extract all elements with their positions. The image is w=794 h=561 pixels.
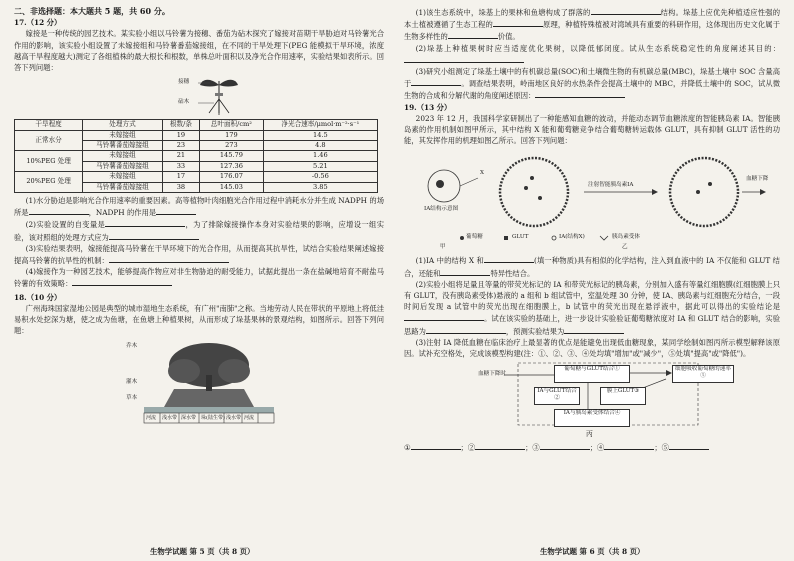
answer-blank[interactable] [156, 206, 196, 215]
zone-label: 河流 [146, 414, 157, 421]
table-cell: 3.85 [263, 182, 377, 192]
rootstock-label: 砧木 [178, 99, 190, 106]
answer-blank[interactable] [564, 325, 624, 334]
q17-sub1: (1)水分胁迫是影响光合作用速率的重要因素。高等植物叶肉细胞光合作用过程中消耗水分并生成 NADPH 的场所是 ，NADPH 的作用是 [14, 196, 384, 218]
table-cell: 21 [162, 151, 199, 161]
table-cell: 马铃薯番茄嫁接组 [83, 141, 163, 151]
table-cell: 176.07 [200, 172, 264, 182]
q19-number: 19.（13 分） [404, 102, 452, 112]
blood-glucose-label: 血糖下降 [746, 176, 769, 183]
answer-blank[interactable] [440, 267, 490, 276]
answer-blank[interactable] [540, 441, 590, 450]
table-cell: 1.46 [263, 151, 377, 161]
table-header: 总叶面积/cm² [200, 120, 264, 130]
left-footer: 生物学试题 第 5 页（共 8 页） [150, 547, 255, 556]
ia-mechanism-figure [404, 148, 780, 252]
zone-label: 河流 [244, 414, 255, 421]
answer-blank[interactable] [669, 441, 709, 450]
shrub-label: 灌木 [126, 378, 138, 385]
table-cell: 179 [200, 130, 264, 140]
table-header: 干旱程度 [15, 120, 83, 130]
zone-label: 垛(陆生带) [201, 414, 225, 421]
answer-blank[interactable] [411, 441, 461, 450]
q17-sub3: (3)实验结果表明，嫁接能提高马铃薯在干旱环境下的光合作用，从而提高其抗旱性，试结合实验结果阐述嫁接提高马铃薯的抗旱性的机制： [14, 243, 384, 266]
herb-label: 草本 [126, 394, 138, 401]
answer-blank[interactable] [29, 206, 89, 215]
legend-item: IA(结构X) [559, 234, 585, 241]
table-cell: -0.56 [263, 172, 377, 182]
q18-sub3: (3)研究小组测定了垛基土壤中的有机碳总量(SOC)和土壤微生物的有机碳总量(MBC)，垛基土壤中 SOC 含量高于 。调查结果表明，岭南地区良好的水热条件会提高土壤中的 MBC，并降低土壤中的 SOC，试从微生物的合成和分解代谢的角度阐述原因： [404, 67, 780, 101]
table-cell: 145.03 [200, 182, 264, 192]
graft-plant-drawing [14, 73, 384, 117]
table-cell: 正常水分 [15, 130, 83, 151]
left-page [14, 6, 384, 431]
table-cell: 未嫁接组 [83, 130, 163, 140]
model-right-node: 细胞吸收葡萄糖的速率⑤ [672, 365, 734, 383]
graft-figure [14, 73, 384, 117]
table-cell: 19 [162, 130, 199, 140]
table-cell: 马铃薯番茄嫁接组 [83, 161, 163, 171]
table-cell: 5.21 [263, 161, 377, 171]
ia-struct-label: IA结构示意图 [424, 206, 459, 213]
zone-label: 浅水带 [226, 414, 242, 421]
q18-sub1: (1)该生态系统中，垛基上的果林和鱼塘构成了群落的 结构。垛基上应优先种植适应性强的本土植被遵循了生态工程的 原理，种植特殊植被对湾域具有重要的科研作用，这体现出历史文化属于生物多样性的 价值。 [404, 8, 781, 42]
table-row [15, 151, 378, 161]
ia-mechanism-drawing [404, 148, 780, 252]
table-cell: 4.8 [263, 141, 377, 151]
model-caption: 丙 [586, 430, 593, 439]
table-cell: 23 [162, 141, 199, 151]
answer-blank[interactable] [475, 441, 525, 450]
q19-sub1: (1)IA 中的结构 X 和 (填一种物质)具有相似的化学结构，注入到血液中的 IA 不仅能和 GLUT 结合，还能和 特异性结合。 [404, 256, 780, 278]
zone-label: 浅水带 [162, 414, 178, 421]
q17-number: 17.（12 分） [14, 18, 62, 28]
table-cell: 17 [162, 172, 199, 182]
wetland-drawing [14, 339, 384, 429]
table-header-row [15, 120, 378, 130]
table-cell: 未嫁接组 [83, 172, 163, 182]
q19-sub3: (3)注射 IA 降低血糖在临床治疗上最显著的优点是能避免出现低血糖现象，某同学绘制如图丙所示模型解释该原因。试补充空格处，完成该模型构建(注：①、②、③、④处均填"增加"或"减少"，⑤处填"提高"或"降低")。 [404, 337, 780, 359]
inject-label: 注射智能胰岛素IA [588, 182, 634, 189]
answer-blank[interactable] [404, 312, 484, 321]
answer-blank[interactable] [404, 54, 524, 63]
figure-jia-label: 甲 [440, 244, 446, 251]
legend-item: 葡萄糖 [466, 234, 483, 241]
table-header: 净光合速率/μmol·m⁻²·s⁻¹ [263, 120, 377, 130]
wetland-figure [14, 339, 384, 429]
model-top-node: 葡萄糖与GLUT结合① [554, 365, 630, 383]
table-cell: 38 [162, 182, 199, 192]
table-cell: 145.79 [200, 151, 264, 161]
figure-yi-label: 乙 [622, 244, 628, 251]
legend-item: GLUT [512, 234, 529, 241]
q18-number: 18.（10 分） [14, 292, 62, 302]
model-figure [404, 361, 780, 441]
answer-blank[interactable] [591, 6, 661, 15]
table-cell: 未嫁接组 [83, 151, 163, 161]
table-cell: 33 [162, 161, 199, 171]
q17-table [14, 119, 378, 193]
answer-blank[interactable] [109, 254, 229, 263]
table-cell: 273 [200, 141, 264, 151]
q17-intro: 嫁接是一种传统的园艺技术。某实验小组以马铃薯为接穗、番茄为砧木探究了嫁接对苗期干旱胁迫对马铃薯光合作用的影响，该实验小组设置了未嫁接组和马铃薯番茄嫁接组，在不同的干旱处理下(PEG 能模拟干旱环境，浓度越高干旱程度越大)测定了各组植株的最大根长和根数，单株总叶面积以及净光合作用速率，实验结果如表所示。回答下列问题： [14, 29, 384, 73]
table-cell: 20%PEG 处理 [15, 172, 83, 193]
answer-blank[interactable] [535, 89, 625, 98]
q19-intro: 2023 年 12 月，我国科学家研制出了一种能感知血糖的波动，并能动态调节血糖浓度的智能胰岛素 IA。智能胰岛素的作用机制如图甲所示，其中结构 X 能和葡萄糖竞争结合葡萄糖转运载体 GLUT，具有抑制 GLUT 活性的功能，其发挥作用的机理如图乙所示。回答下列问题： [404, 113, 780, 146]
answer-blank[interactable] [493, 18, 543, 27]
table-cell: 10%PEG 处理 [15, 151, 83, 172]
table-row [15, 172, 378, 182]
table-header: 根数/条 [162, 120, 199, 130]
table-header: 处理方式 [83, 120, 163, 130]
table-cell: 127.36 [200, 161, 264, 171]
x-label: X [480, 170, 484, 177]
table-cell: 14.5 [263, 130, 377, 140]
q18-sub2: (2)垛基上种植果树时应当适度优化果树，以降低郁闭度。试从生态系统稳定性的角度阐述其目的： [404, 43, 780, 66]
model-mid-left-node: IA与GLUT结合② [534, 387, 580, 405]
zone-label: 深水带 [181, 414, 197, 421]
right-footer: 生物学试题 第 6 页（共 8 页） [540, 547, 645, 556]
model-left-node: 血糖下降时 [478, 371, 506, 378]
answer-blank[interactable] [604, 441, 654, 450]
answer-blank[interactable] [109, 231, 199, 240]
model-bottom-node: IA与胰岛素受体结合④ [554, 409, 630, 427]
model-mid-right-node: 膜上GLUT③ [600, 387, 646, 405]
table-row [15, 130, 378, 140]
table-cell: 马铃薯番茄嫁接组 [83, 182, 163, 192]
tree-label: 乔木 [126, 342, 138, 349]
legend-item: 胰岛素受体 [612, 234, 640, 241]
answer-blank[interactable] [484, 254, 534, 263]
answer-blank[interactable] [105, 218, 185, 227]
q19-answer-row: ① ；② ；③ ；④ ；⑤ [404, 441, 780, 453]
answer-blank[interactable] [426, 325, 506, 334]
q17-sub2: (2)实验设置的自变量是 ，为了排除嫁接操作本身对实验结果的影响，应增设一组实验，该对照组的处理方式应为 [14, 220, 384, 242]
q17-sub4: (4)嫁接作为一种园艺技术，能够提高作物应对非生物胁迫的耐受能力，试据此提出一条在盐碱地培育不耐盐马铃薯的有效策略： [14, 267, 384, 289]
scion-label: 接穗 [178, 79, 190, 86]
q18-intro: 广州海珠国家湿地公园是典型的城市湿地生态系统，有广州"南肺"之称。当地劳动人民在带状的平原地上将低洼易积水处挖深为塘，使之成为鱼塘，在鱼塘上种植果树，从而形成了垛基果林的景观结构，如图所示。回答下列问题： [14, 303, 384, 336]
answer-blank[interactable] [72, 277, 172, 286]
answer-blank[interactable] [411, 77, 461, 86]
section-header: 二、非选择题：本大题共 5 题，共 60 分。 [14, 6, 170, 16]
answer-blank[interactable] [448, 30, 498, 39]
q19-sub2: (2)实验小组将足量且等量的带荧光标记的 IA 和带荧光标记的胰岛素，分别加入盛有等量红细胞膜(红细胞膜上只有 GLUT，没有胰岛素受体)悬液的 a 组和 b 组试管中，室温处理 30 分钟，使 IA、胰岛素与红细胞充分结合，一段时间后发现 a 试管中的荧光出现在细胞膜上，b 试管中的荧光出现在悬浮液中，据此可以得出的实验结论是。试在该实验的基础上，进一步设计实验验证葡萄糖浓度对 IA 和 GLUT 结合的影响，实验思路为 ，预测实验结果为 [404, 279, 780, 336]
right-page [404, 6, 780, 453]
